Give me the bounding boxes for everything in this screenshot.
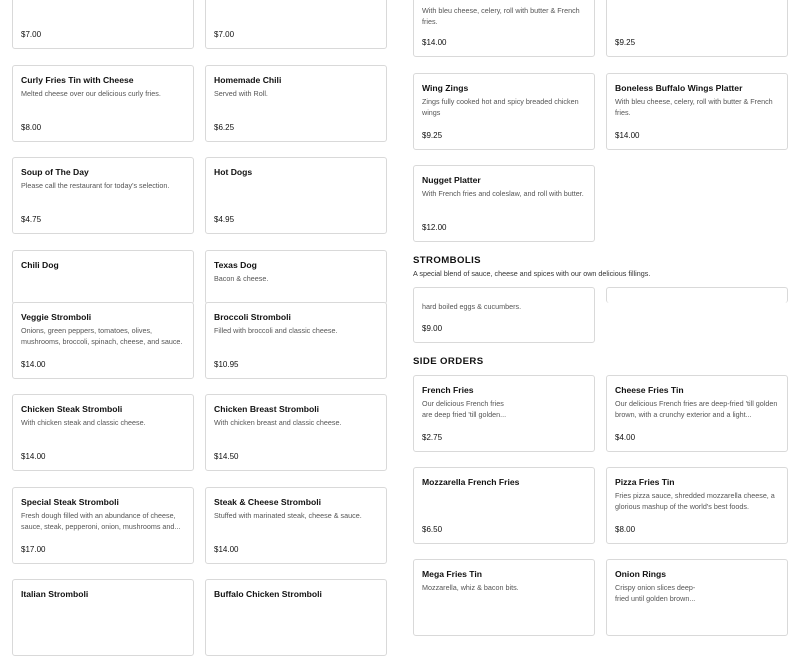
item-description: With chicken breast and classic cheese. [214,418,342,427]
item-name: Broccoli Stromboli [214,312,291,322]
menu-item-card[interactable] [606,0,788,57]
item-price: $6.25 [214,123,235,132]
menu-item-card[interactable] [413,0,595,57]
item-name: Curly Fries Tin with Cheese [21,75,134,85]
item-description: With French fries and coleslaw, and roll with butter. [422,189,584,198]
section-subtitle-strombolis: A special blend of sauce, cheese and spices with our own delicious fillings. [413,269,651,278]
menu-item-card[interactable] [606,559,788,636]
item-price: $2.75 [422,433,443,442]
item-description: Melted cheese over our delicious curly fries. [21,89,161,98]
item-description: Please call the restaurant for today's selection. [21,181,170,190]
item-price: $4.75 [21,215,42,224]
menu-item-card[interactable] [413,559,595,636]
menu-item-card[interactable] [413,73,595,150]
item-name: Onion Rings [615,569,667,579]
item-description: Fresh dough filled with an abundance of cheese, sauce, steak, pepperoni, onion, mushrooms and... [21,511,181,531]
item-name: Cheese Fries Tin [615,385,684,395]
item-price: $17.00 [21,545,46,554]
item-price: $14.00 [21,452,46,461]
item-description: Our delicious French fries are deep fried 'till golden... [422,399,507,419]
item-price: $7.00 [21,30,42,39]
menu-item-card[interactable] [205,250,387,304]
menu-item-card[interactable] [12,157,194,234]
item-name: Steak & Cheese Stromboli [214,497,321,507]
item-price: $14.00 [615,131,640,140]
menu-item-card[interactable] [606,375,788,452]
section-title-side-orders: SIDE ORDERS [413,356,484,367]
item-price: $8.00 [615,525,636,534]
menu-item-card[interactable] [606,73,788,150]
menu-item-card[interactable] [12,579,194,656]
item-name: Mega Fries Tin [422,569,483,579]
item-price: $9.25 [422,131,443,140]
menu-item-card[interactable] [205,302,387,379]
item-name: French Fries [422,385,474,395]
menu-item-card[interactable] [205,487,387,564]
item-description [21,0,185,1]
item-name: Special Steak Stromboli [21,497,119,507]
menu-item-card[interactable] [606,467,788,544]
item-name: Chicken Steak Stromboli [21,404,123,414]
item-price: $8.00 [21,123,42,132]
menu-item-card[interactable] [12,0,194,49]
item-description: With chicken steak and classic cheese. [21,418,146,427]
item-name: Homemade Chili [214,75,282,85]
menu-item-card[interactable] [413,375,595,452]
menu-item-card[interactable] [413,165,595,242]
menu-item-card[interactable] [12,487,194,564]
item-name: Italian Stromboli [21,589,89,599]
item-description: Mozzarella, whiz & bacon bits. [422,583,519,592]
item-price: $14.50 [214,452,239,461]
menu-item-card[interactable] [205,394,387,471]
item-description: Crispy onion slices deep-fried until golden brown... [615,583,696,603]
menu-item-card[interactable] [413,287,595,343]
menu-item-card[interactable] [12,302,194,379]
item-name: Texas Dog [214,260,257,270]
item-price: $14.00 [214,545,239,554]
item-price: $4.95 [214,215,235,224]
item-name: Hot Dogs [214,167,253,177]
item-name: Wing Zings [422,83,469,93]
item-description: hard boiled eggs & cucumbers. [422,302,522,311]
item-name: Pizza Fries Tin [615,477,675,487]
menu-item-card[interactable] [205,65,387,142]
menu-item-card[interactable] [12,394,194,471]
item-name: Nugget Platter [422,175,481,185]
item-price: $9.00 [422,324,443,333]
item-name: Chili Dog [21,260,59,270]
item-description: With bleu cheese, celery, roll with butter & French fries. [422,6,580,26]
item-description: Bacon & cheese. [214,274,269,283]
item-price: $14.00 [422,38,447,47]
menu-item-card[interactable] [12,65,194,142]
menu-item-card[interactable] [12,250,194,304]
item-price: $12.00 [422,223,447,232]
item-name: Veggie Stromboli [21,312,92,322]
item-price: $10.95 [214,360,239,369]
menu-item-card[interactable] [413,467,595,544]
item-description: Served with Roll. [214,89,268,98]
menu-item-card[interactable] [205,157,387,234]
menu-item-card[interactable] [205,579,387,656]
item-price: $14.00 [21,360,46,369]
item-description: With bleu cheese, celery, roll with butter & French fries. [615,97,773,117]
item-description: Onions, green peppers, tomatoes, olives, mushrooms, broccoli, spinach, cheese, and sauce. [21,326,183,346]
item-price: $7.00 [214,30,235,39]
menu-item-card[interactable] [606,287,788,303]
item-price: $4.00 [615,433,636,442]
item-description: Zings fully cooked hot and spicy breaded chicken wings [422,97,579,117]
item-price: $9.25 [615,38,636,47]
item-description: Fries pizza sauce, shredded mozzarella cheese, a glorious mashup of the world's best foods. [615,491,775,511]
item-name: Chicken Breast Stromboli [214,404,320,414]
item-price: $6.50 [422,525,443,534]
item-name: Boneless Buffalo Wings Platter [615,83,743,93]
item-name: Buffalo Chicken Stromboli [214,589,322,599]
item-name: Soup of The Day [21,167,89,177]
item-description: Our delicious French fries are deep-fried 'till golden brown, with a crunchy exterior and a light... [615,399,778,419]
section-title-strombolis: STROMBOLIS [413,255,481,266]
item-description: Filled with broccoli and classic cheese. [214,326,338,335]
menu-item-card[interactable] [205,0,387,49]
item-description: Stuffed with marinated steak, cheese & sauce. [214,511,362,520]
item-name: Mozzarella French Fries [422,477,520,487]
